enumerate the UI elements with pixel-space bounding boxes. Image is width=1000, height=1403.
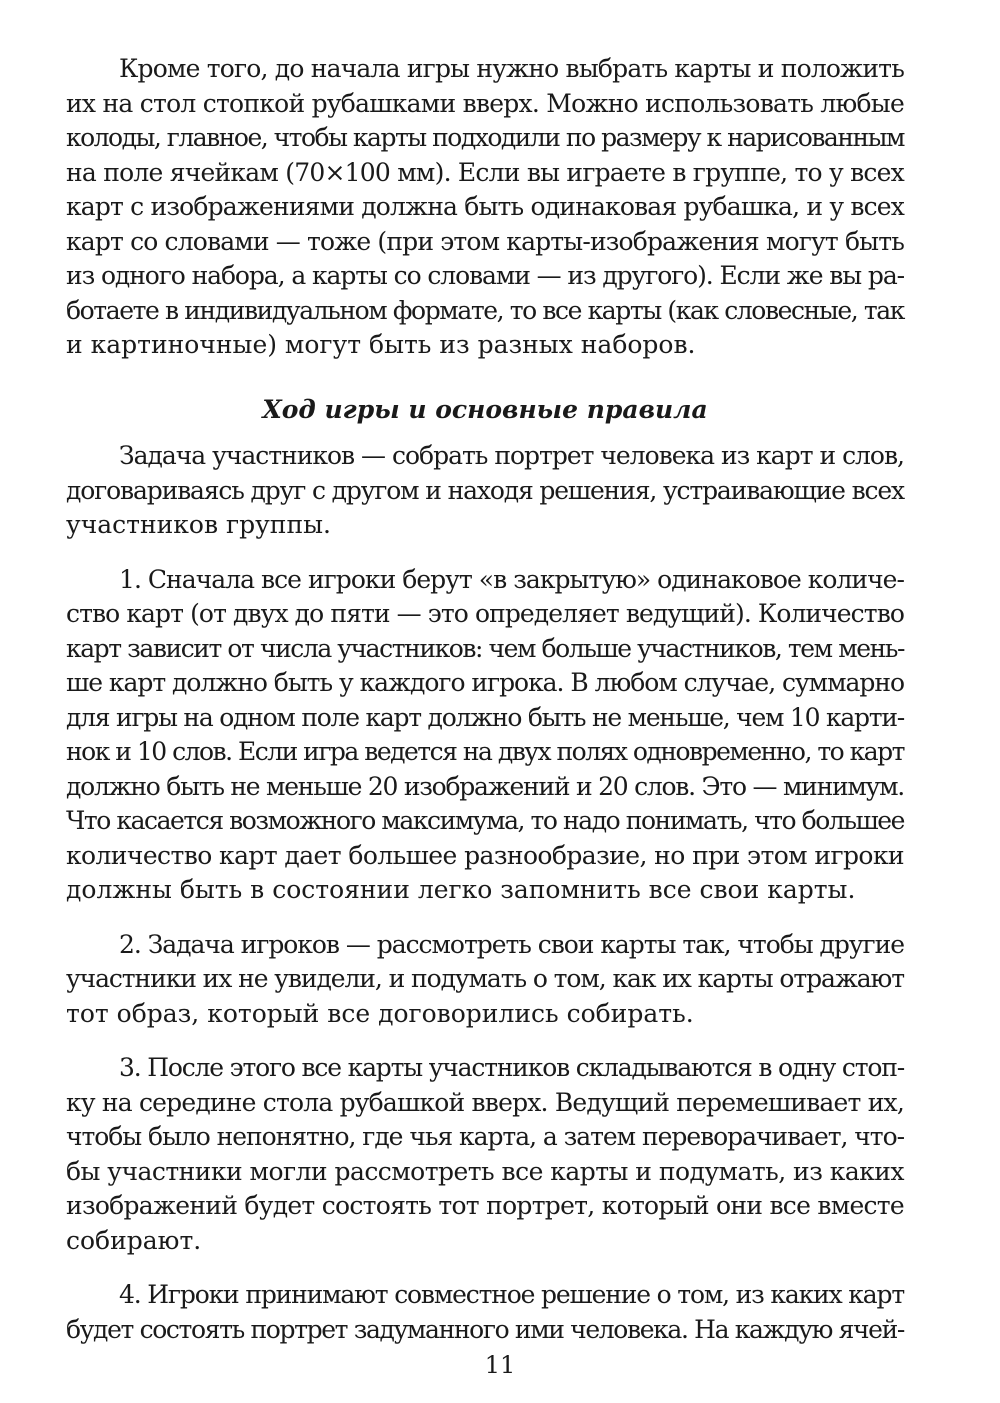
- text-line: 3. После этого все карты участников складываются в одну стоп-: [119, 1053, 904, 1082]
- paragraph-rule-4: [66, 1278, 904, 1347]
- text-line: ботаете в индивидуальном формате, то все карты (как словесные, так: [66, 295, 904, 325]
- text-line: их на стол стопкой рубашками вверх. Можно использовать любые: [66, 88, 904, 118]
- text-line: ше карт должно быть у каждого игрока. В любом случае, суммарно: [66, 668, 904, 697]
- text-line: должны быть в состоянии легко запомнить все свои карты.: [66, 875, 856, 904]
- text-line: нок и 10 слов. Если игра ведется на двух полях одновременно, то карт: [66, 737, 904, 766]
- text-line: будет состоять портрет задуманного ими человека. На каждую ячей-: [66, 1314, 904, 1344]
- text-line: для игры на одном поле карт должно быть не меньше, чем 10 карти-: [66, 702, 904, 732]
- text-line: и картиночные) могут быть из разных наборов.: [66, 330, 696, 359]
- text-line: колоды, главное, чтобы карты подходили по размеру к нарисованным: [66, 123, 904, 152]
- text-line: 2. Задача игроков — рассмотреть свои карты так, чтобы другие: [119, 929, 904, 959]
- text-line: из одного набора, а карты со словами — из другого). Если же вы ра-: [66, 261, 904, 290]
- book-page: [66, 52, 905, 1344]
- text-line: Что касается возможного максимума, то надо понимать, что большее: [66, 806, 904, 835]
- text-line: должно быть не меньше 20 изображений и 20 слов. Это — минимум.: [66, 771, 904, 801]
- text-line: изображений будет состоять тот портрет, который они все вместе: [66, 1191, 904, 1220]
- text-line: 1. Сначала все игроки берут «в закрытую» одинаковое количе-: [119, 564, 904, 594]
- text-line: карт с изображениями должна быть одинаковая рубашка, и у всех: [66, 192, 904, 221]
- section-heading: Ход игры и основные правила: [262, 394, 708, 424]
- text-line: Кроме того, до начала игры нужно выбрать карты и положить: [119, 54, 904, 83]
- text-line: тот образ, который все договорились собирать.: [66, 998, 694, 1028]
- text-line: Задача участников — собрать портрет человека из карт и слов,: [119, 441, 904, 470]
- paragraph-rule-2: [66, 928, 904, 1032]
- text-line: договариваясь друг с другом и находя решения, устраивающие всех: [66, 475, 904, 505]
- text-line: карт зависит от числа участников: чем больше участников, тем мень-: [66, 633, 905, 663]
- text-line: ство карт (от двух до пяти — это определяет ведущий). Количество: [66, 599, 904, 628]
- text-line: чтобы было непонятно, где чья карта, а затем переворачивает, что-: [66, 1122, 904, 1151]
- page-number: 11: [484, 1351, 516, 1379]
- text-line: количество карт дает большее разнообразие, но при этом игроки: [66, 840, 904, 870]
- text-line: ку на середине стола рубашкой вверх. Ведущий перемешивает их,: [66, 1087, 904, 1117]
- paragraph-intro: [66, 52, 904, 363]
- text-line: бы участники могли рассмотреть все карты и подумать, из каких: [66, 1156, 904, 1186]
- text-line: участников группы.: [66, 510, 331, 539]
- text-line: на поле ячейкам (70×100 мм). Если вы играете в группе, то у всех: [66, 157, 904, 187]
- paragraph-rule-3: [66, 1051, 904, 1258]
- text-line: собирают.: [66, 1225, 202, 1255]
- paragraph-rule-1: [66, 563, 904, 908]
- text-line: карт со словами — тоже (при этом карты-изображения могут быть: [66, 226, 904, 256]
- text-line: участники их не увидели, и подумать о том, как их карты отражают: [66, 964, 904, 993]
- text-line: 4. Игроки принимают совместное решение о том, из каких карт: [119, 1280, 904, 1309]
- paragraph-task: [66, 439, 904, 543]
